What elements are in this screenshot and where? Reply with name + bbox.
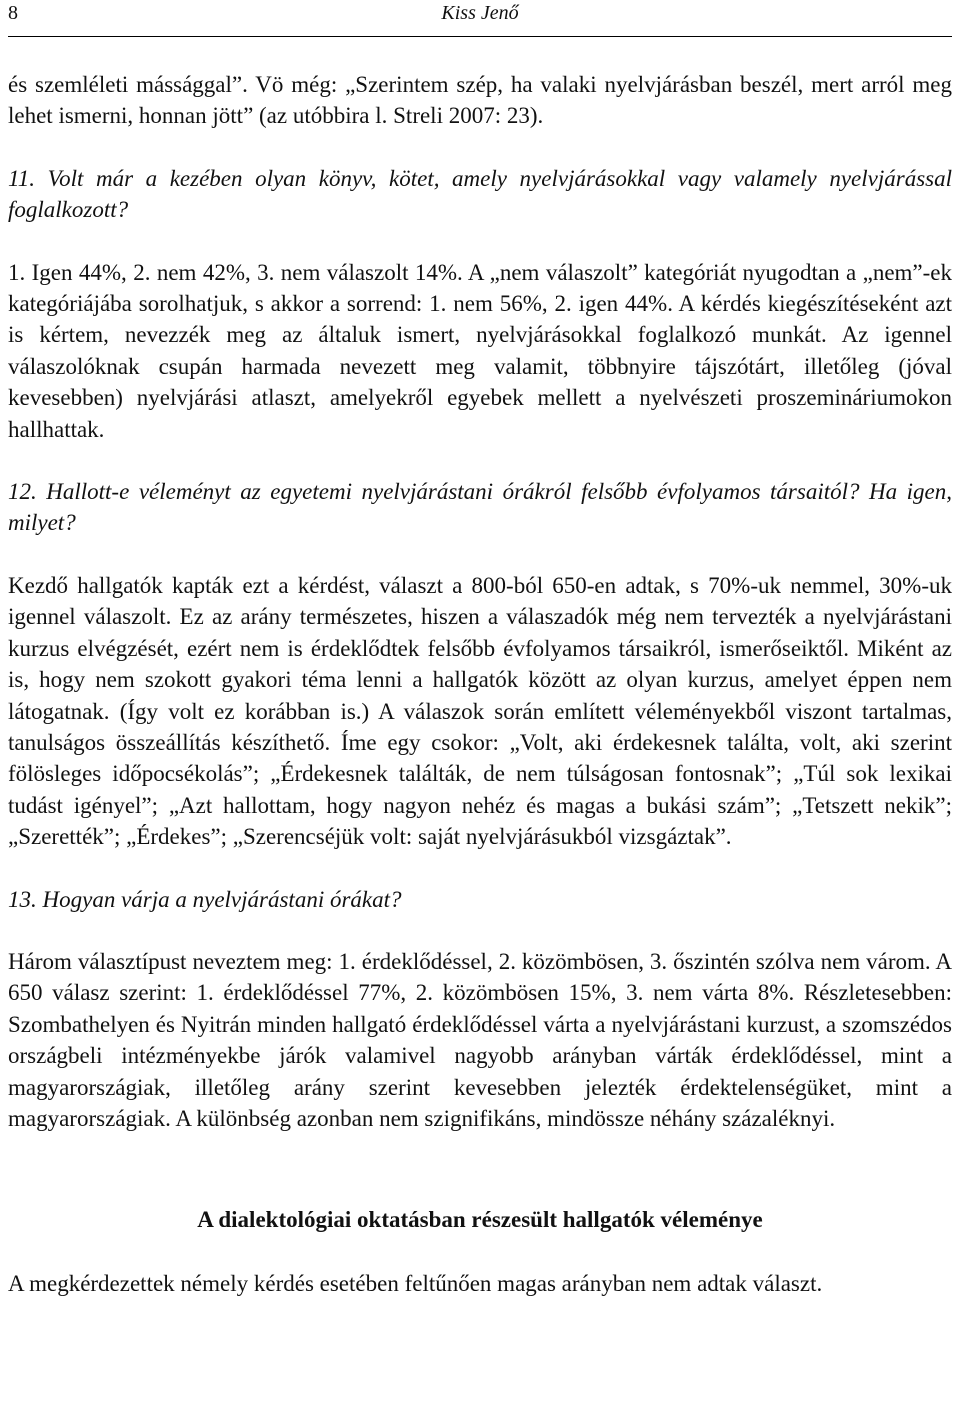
question-13: 13. Hogyan várja a nyelvjárástani órákat? bbox=[8, 886, 402, 912]
paragraph-continuation: és szemléleti mássággal”. Vö még: „Szerintem szép, ha valaki nyelvjárásban beszél, mert arról meg lehet ismerni, honnan jött” (az utóbbira l. Streli 2007: 23). bbox=[8, 72, 952, 129]
section-heading: A dialektológiai oktatásban részesült hallgatók véleménye bbox=[197, 1207, 763, 1233]
answer-13: Három választípust neveztem meg: 1. érdeklődéssel, 2. közömbösen, 3. őszintén szólva nem várom. A 650 válasz szerint: 1. érdeklődéssel 77%, 2. közömbösen 15%, 3. nem várta 8%. Részletesebben: Szombathelyen és Nyitrán minden hallgató érdeklődéssel várta a nyelvjárástani kurzust, a szomszédos országbeli intézményekbe járók valamivel nagyobb arányban várták érdeklődéssel, mint a magyarországiak, illetőleg arány szerint kevesebben jelezték érdektelenségüket, mint a magyarországiak. A különbség azonban nem szignifikáns, mindössze néhány százaléknyi. bbox=[8, 948, 952, 1131]
answer-11: 1. Igen 44%, 2. nem 42%, 3. nem válaszolt 14%. A „nem válaszolt” kategóriát nyugodtan a „nem”-ek kategóriájába sorolhatjuk, s akkor a sorrend: 1. nem 56%, 2. igen 44%. A kérdés kiegészítéseként azt is kértem, nevezzék meg az általuk ismert, nyelvjárásokkal foglalkozó munkát. Az igennel válaszolóknak csupán harmada nevezett meg valamit, többnyire tájszótárt, illetőleg (jóval kevesebben) nyelvjárási atlaszt, amelyekről egyebek mellett a nyelvészeti proszemináriumokon hallhattak. bbox=[8, 259, 952, 442]
question-12: 12. Hallott-e véleményt az egyetemi nyelvjárástani órákról felsőbb évfolyamos társaitól? Ha igen, milyet? bbox=[8, 479, 952, 536]
running-title: Kiss Jenő bbox=[441, 2, 519, 24]
page-number: 8 bbox=[8, 2, 18, 24]
answer-12: Kezdő hallgatók kapták ezt a kérdést, választ a 800-ból 650-en adtak, s 70%-uk nemmel, 30%-uk igennel válaszolt. Ez az arány természetes, hiszen a válaszadók még nem tervezték a nyelvjárástani kurzus elvégzését, ezért nem is érdeklődtek felsőbb évfolyamos társaikról, ismerőseiktől. Miként az is, hogy nem szokott gyakori téma lenni a hallgatók között az olyan kurzus, amelyet éppen nem látogatnak. (Így volt ez korábban is.) A válaszok során említett véleményekből viszont tartalmas, tanulságos összeállítás készíthető. Íme egy csokor: „Volt, aki érdekesnek találta, volt, aki szerint fölösleges időpocsékolás”; „Érdekesnek találták, de nem túlságosan fontosnak”; „Túl sok lexikai tudást igényel”; „Azt hallottam, hogy nagyon nehéz és magas a bukási szám”; „Tetszett nekik”; „Szerették”; „Érdekes”; „Szerencséjük volt: saját nyelvjárásukból vizsgáztak”. bbox=[8, 572, 952, 850]
page-header bbox=[8, 0, 952, 37]
section-paragraph: A megkérdezettek némely kérdés esetében feltűnően magas arányban nem adtak választ. bbox=[8, 1270, 823, 1296]
question-11: 11. Volt már a kezében olyan könyv, kötet, amely nyelvjárásokkal vagy valamely nyelvjárással foglalkozott? bbox=[8, 165, 952, 223]
